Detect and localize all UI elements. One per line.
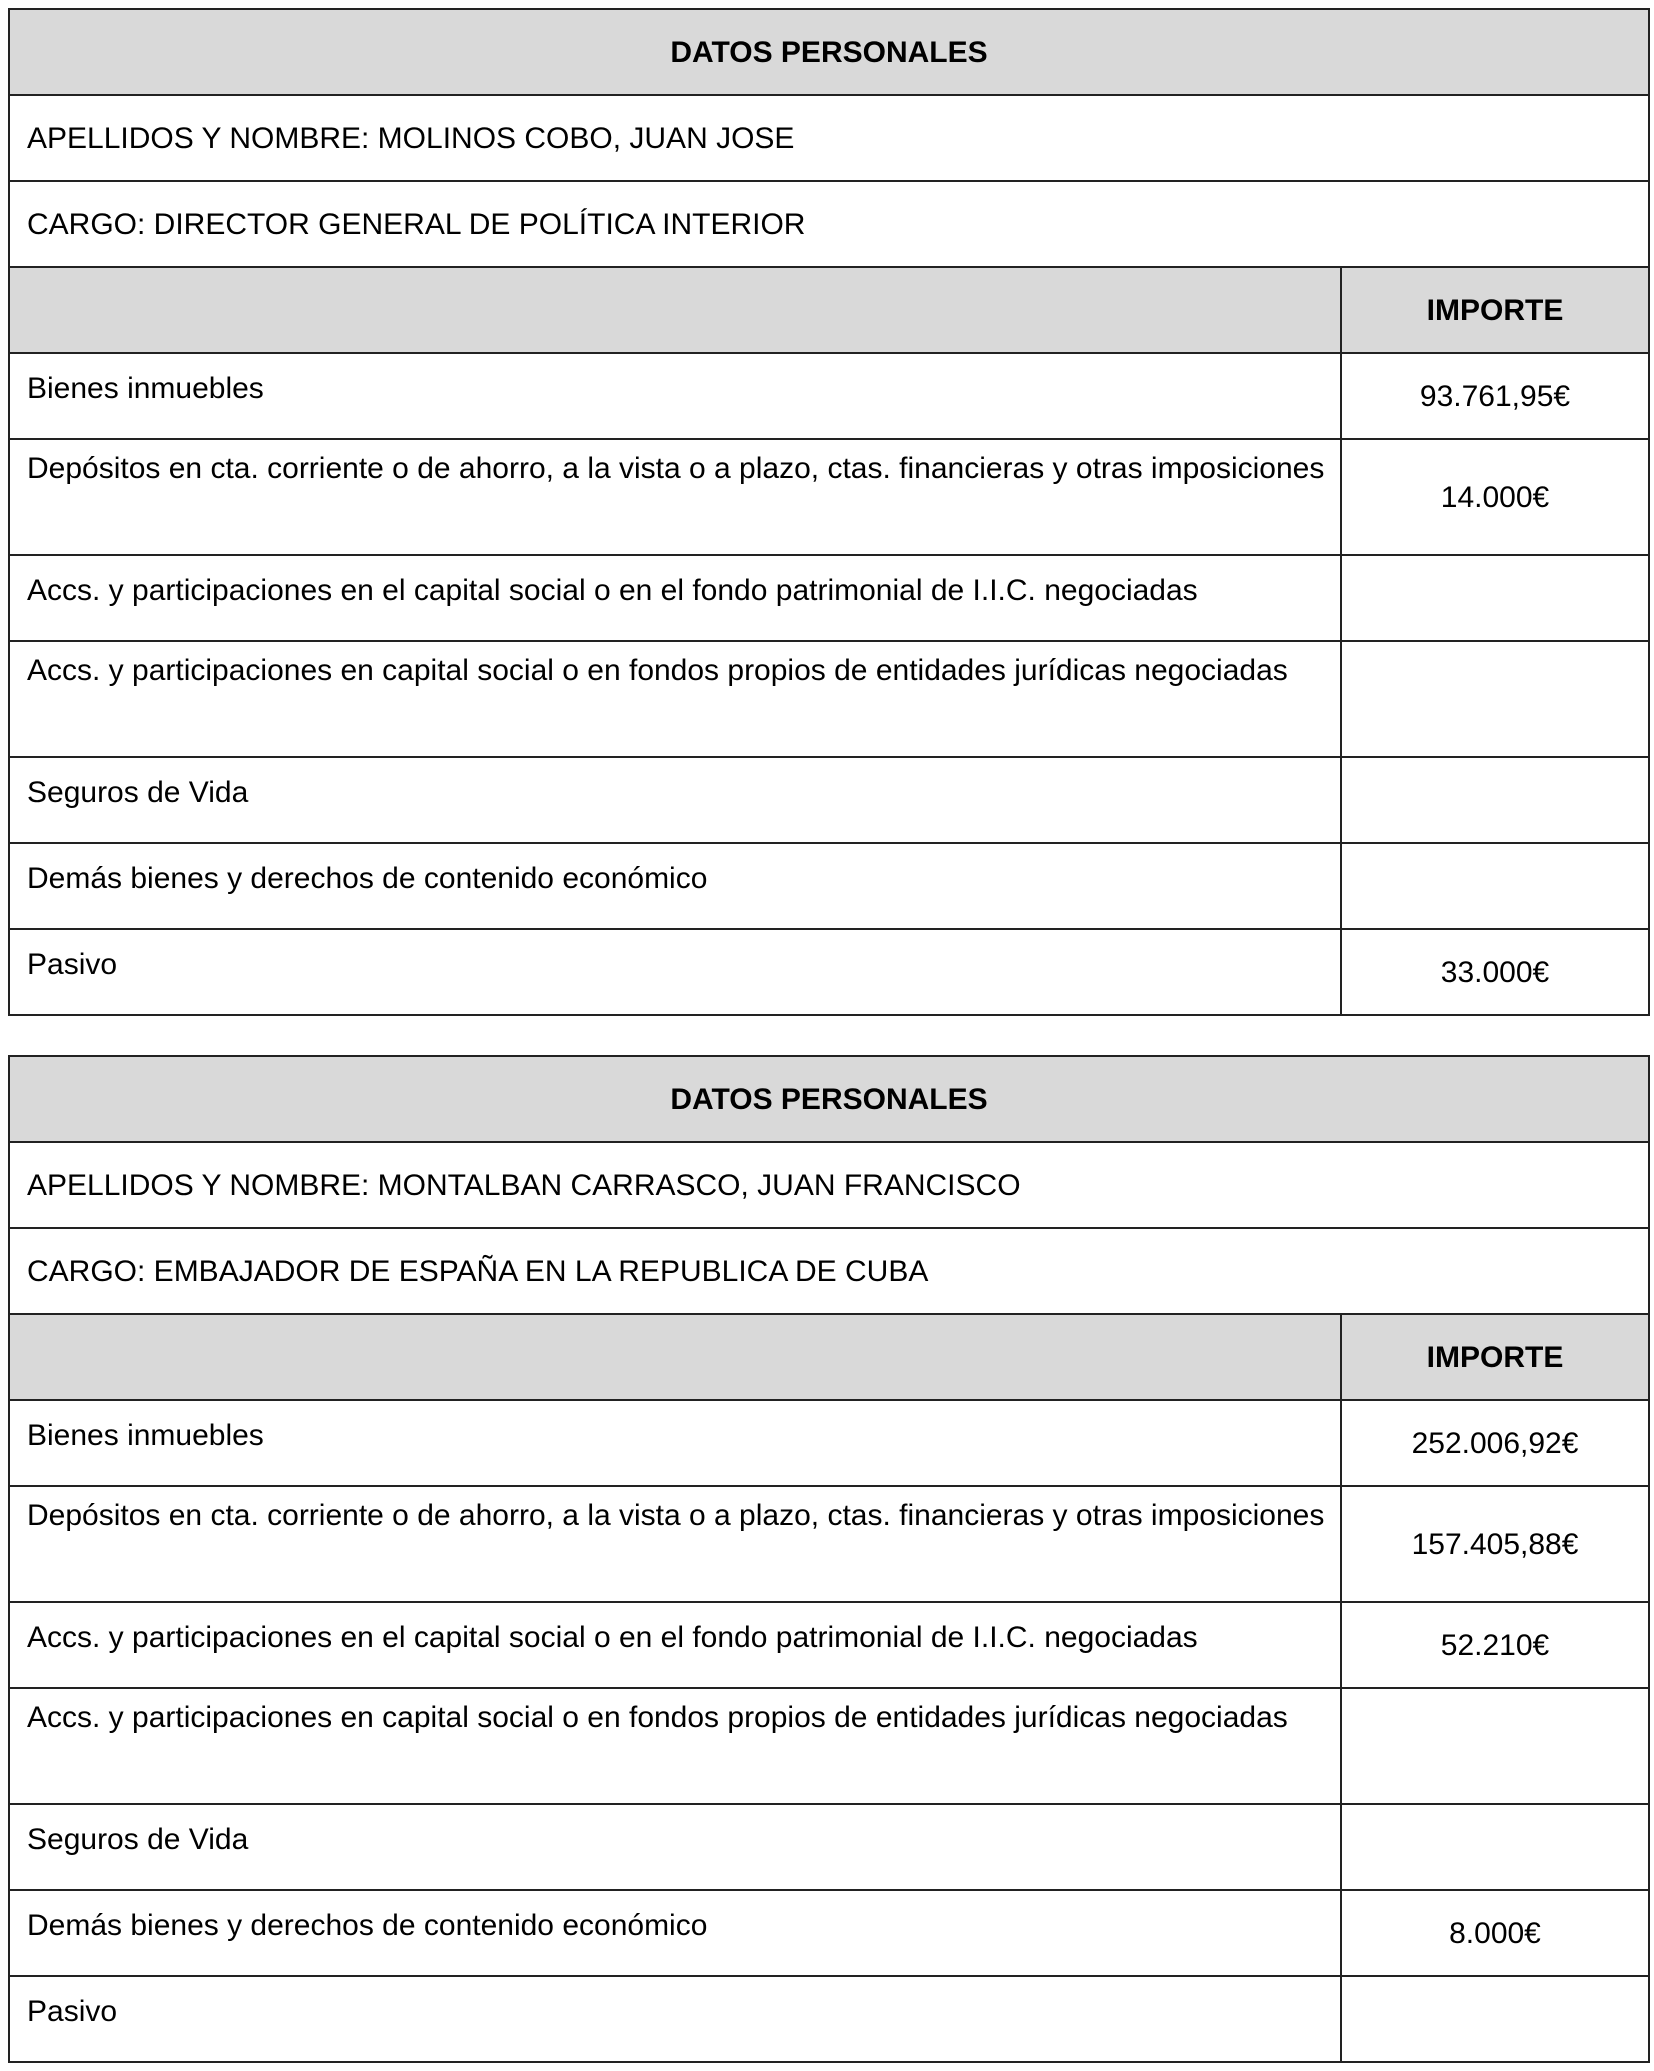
section-title: DATOS PERSONALES [9, 9, 1649, 95]
table-row [9, 1804, 1649, 1890]
row-label: Accs. y participaciones en el capital social o en el fondo patrimonial de I.I.C. negociadas [9, 555, 1341, 641]
table-row [9, 1400, 1649, 1486]
row-label: Demás bienes y derechos de contenido económico [9, 1890, 1341, 1976]
table-row [9, 757, 1649, 843]
position-line: CARGO: DIRECTOR GENERAL DE POLÍTICA INTERIOR [9, 181, 1649, 267]
row-label: Accs. y participaciones en capital social o en fondos propios de entidades jurídicas negociadas [9, 1688, 1341, 1804]
row-value: 14.000€ [1341, 439, 1649, 555]
section-title: DATOS PERSONALES [9, 1056, 1649, 1142]
row-label: Depósitos en cta. corriente o de ahorro, a la vista o a plazo, ctas. financieras y otras imposiciones [9, 1486, 1341, 1602]
declaration-table-2 [8, 1055, 1650, 2063]
table-row [9, 1890, 1649, 1976]
row-value [1341, 757, 1649, 843]
row-value: 8.000€ [1341, 1890, 1649, 1976]
amount-header: IMPORTE [1341, 1314, 1649, 1400]
row-label: Accs. y participaciones en capital social o en fondos propios de entidades jurídicas negociadas [9, 641, 1341, 757]
table-row [9, 1688, 1649, 1804]
position-line: CARGO: EMBAJADOR DE ESPAÑA EN LA REPUBLICA DE CUBA [9, 1228, 1649, 1314]
row-value [1341, 1804, 1649, 1890]
declaration-table-1 [8, 8, 1650, 1016]
row-value [1341, 1688, 1649, 1804]
row-label: Pasivo [9, 1976, 1341, 2062]
table-row [9, 555, 1649, 641]
row-value: 52.210€ [1341, 1602, 1649, 1688]
table-row [9, 929, 1649, 1015]
row-value: 93.761,95€ [1341, 353, 1649, 439]
row-label: Depósitos en cta. corriente o de ahorro, a la vista o a plazo, ctas. financieras y otras imposiciones [9, 439, 1341, 555]
row-value [1341, 555, 1649, 641]
name-line: APELLIDOS Y NOMBRE: MONTALBAN CARRASCO, JUAN FRANCISCO [9, 1142, 1649, 1228]
table-row [9, 1486, 1649, 1602]
row-label: Demás bienes y derechos de contenido económico [9, 843, 1341, 929]
row-label: Seguros de Vida [9, 1804, 1341, 1890]
row-value [1341, 843, 1649, 929]
row-label: Seguros de Vida [9, 757, 1341, 843]
row-label: Bienes inmuebles [9, 1400, 1341, 1486]
table-row [9, 439, 1649, 555]
row-value: 157.405,88€ [1341, 1486, 1649, 1602]
row-value [1341, 1976, 1649, 2062]
row-label: Bienes inmuebles [9, 353, 1341, 439]
row-label: Pasivo [9, 929, 1341, 1015]
row-value: 33.000€ [1341, 929, 1649, 1015]
table-row [9, 1976, 1649, 2062]
amount-header-blank [9, 1314, 1341, 1400]
amount-header: IMPORTE [1341, 267, 1649, 353]
table-row [9, 843, 1649, 929]
table-row [9, 641, 1649, 757]
amount-header-blank [9, 267, 1341, 353]
row-value [1341, 641, 1649, 757]
name-line: APELLIDOS Y NOMBRE: MOLINOS COBO, JUAN JOSE [9, 95, 1649, 181]
row-label: Accs. y participaciones en el capital social o en el fondo patrimonial de I.I.C. negociadas [9, 1602, 1341, 1688]
table-row [9, 353, 1649, 439]
table-row [9, 1602, 1649, 1688]
row-value: 252.006,92€ [1341, 1400, 1649, 1486]
